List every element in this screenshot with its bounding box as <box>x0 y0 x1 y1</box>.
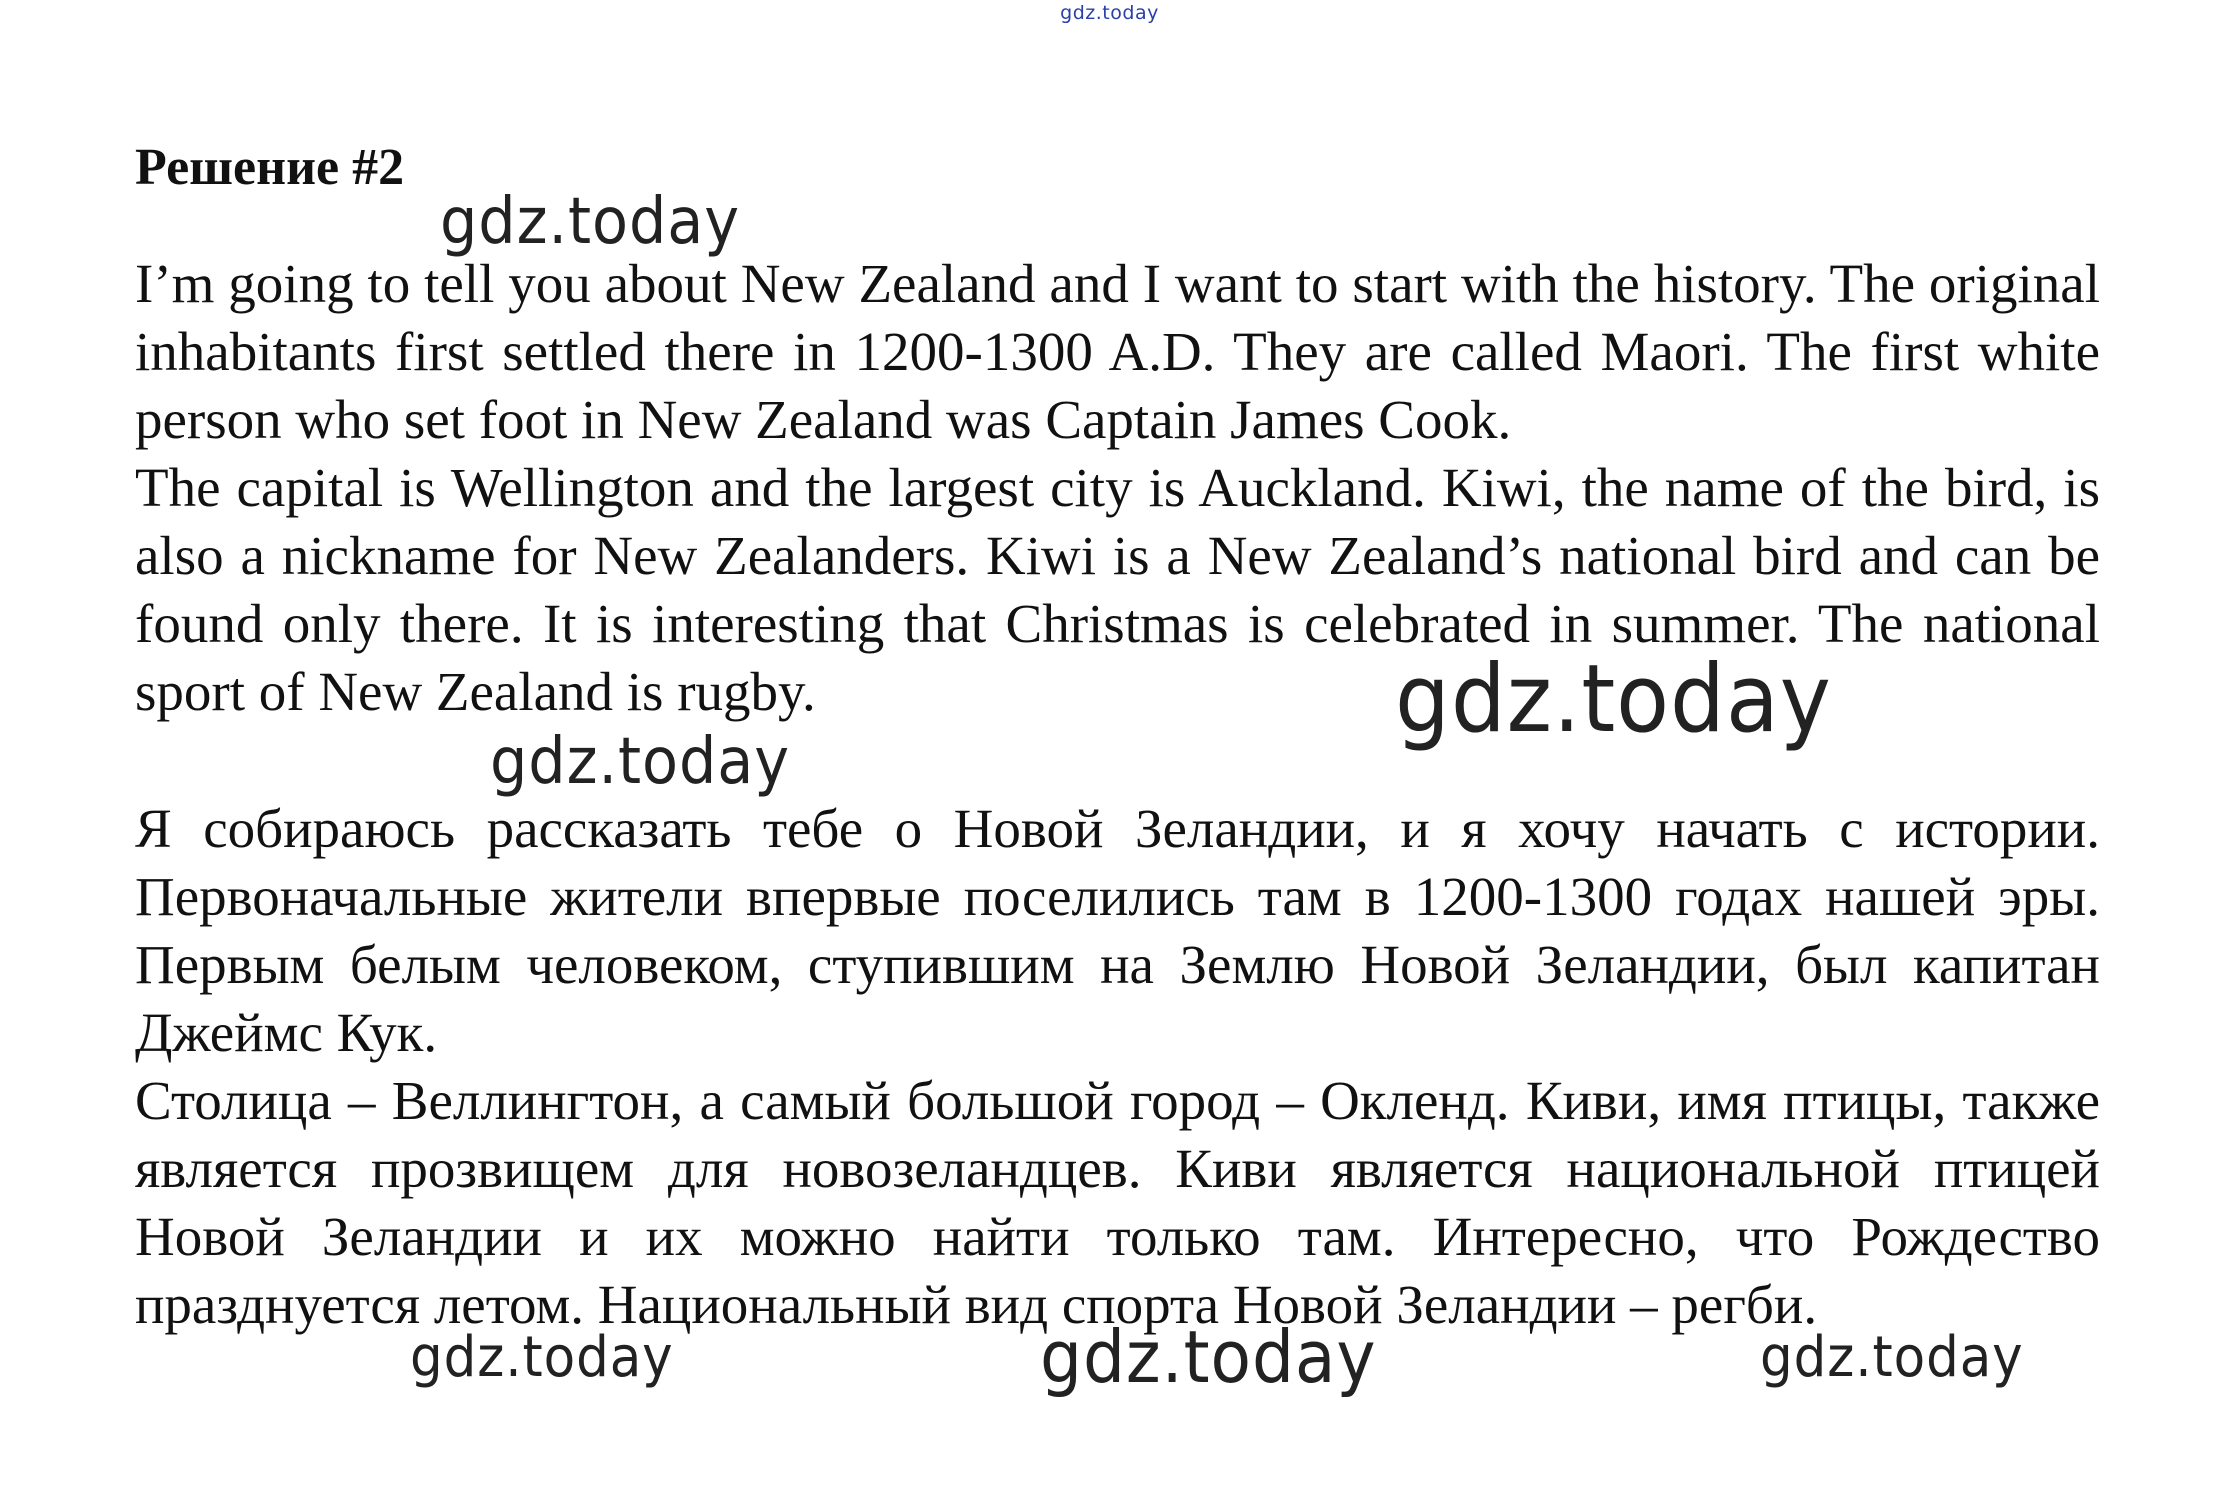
site-tag: gdz.today <box>1060 2 1159 24</box>
watermark: gdz.today <box>1040 1315 1377 1399</box>
watermark: gdz.today <box>1395 645 1832 754</box>
watermark: gdz.today <box>410 1325 674 1390</box>
english-paragraph-2: The capital is Wellington and the largest city is Auckland. Kiwi, the name of the bird, is also a nickname for New Zealanders. Kiwi is a New Zealand’s national bird and can be found only there. It is interesting that Christmas is celebrated in summer. The national sport of New Zealand is rugby. <box>135 457 2100 722</box>
russian-paragraph-1: Я собираюсь рассказать тебе о Новой Зеландии, и я хочу начать с истории. Первоначальные жители впервые поселились там в 1200-1300 годах нашей эры. Первым белым человеком, ступившим на Землю Новой Зеландии, был капитан Джеймс Кук. <box>135 798 2100 1063</box>
watermark: gdz.today <box>490 725 791 799</box>
russian-paragraph-2: Столица – Веллингтон, а самый большой город – Окленд. Киви, имя птицы, также является прозвищем для новозеландцев. Киви является национальной птицей Новой Зеландии и их можно найти только там. Интересно, что Рождество празднуется летом. Национальный вид спорта Новой Зеландии – регби. <box>135 1070 2100 1335</box>
watermark: gdz.today <box>440 185 741 259</box>
english-paragraph-1: I’m going to tell you about New Zealand and I want to start with the history. The original inhabitants first settled there in 1200-1300 A.D. They are called Maori. The first white person who set foot in New Zealand was Captain James Cook. <box>135 253 2100 450</box>
page-title: Решение #2 <box>135 139 405 196</box>
russian-text <box>135 795 2100 1339</box>
watermark: gdz.today <box>1760 1325 2024 1390</box>
